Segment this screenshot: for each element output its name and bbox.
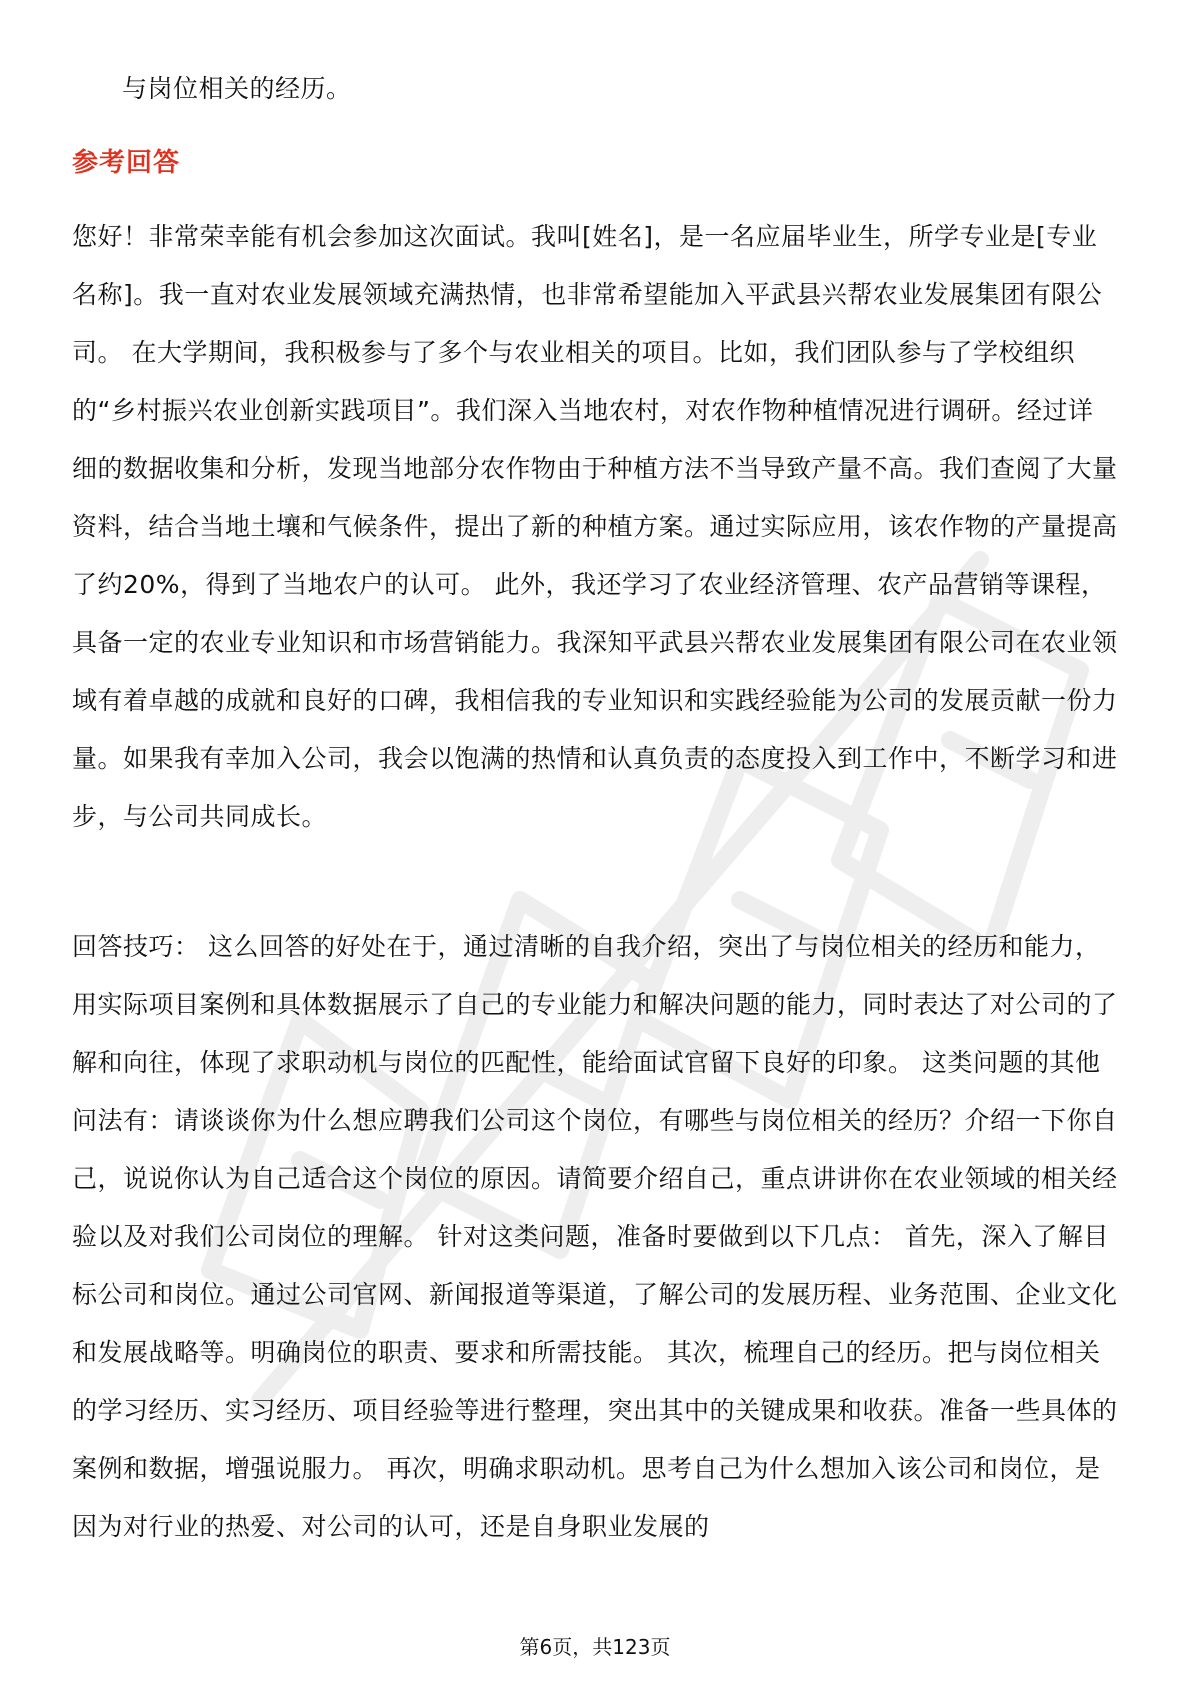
tips-paragraph: 回答技巧： 这么回答的好处在于，通过清晰的自我介绍，突出了与岗位相关的经历和能力，用实际项目案例和具体数据展示了自己的专业能力和解决问题的能力，同时表达了对公司的了解和向往，体现了求职动机与岗位的匹配性，能给面试官留下良好的印象。 这类问题的其他问法有：请谈谈你为什么想应聘我们公司这个岗位，有哪些与岗位相关的经历？介绍一下你自己，说说你认为自己适合这个岗位的原因。请简要介绍自己，重点讲讲你在农业领域的相关经验以及对我们公司岗位的理解。 针对这类问题，准备时要做到以下几点： 首先，深入了解目标公司和岗位。通过公司官网、新闻报道等渠道，了解公司的发展历程、业务范围、企业文化和发展战略等。明确岗位的职责、要求和所需技能。 其次，梳理自己的经历。把与岗位相关的学习经历、实习经历、项目经验等进行整理，突出其中的关键成果和收获。准备一些具体的案例和数据，增强说服力。 再次，明确求职动机。思考自己为什么想加入该公司和岗位，是因为对行业的热爱、对公司的认可，还是自身职业发展的 <box>72 932 1118 1541</box>
answer-paragraph: 您好！非常荣幸能有机会参加这次面试。我叫[姓名]，是一名应届毕业生，所学专业是[专业名称]。我一直对农业发展领域充满热情，也非常希望能加入平武县兴帮农业发展集团有限公司。 在大学期间，我积极参与了多个与农业相关的项目。比如，我们团队参与了学校组织的“乡村振兴农业创新实践项目”。我们深入当地农村，对农作物种植情况进行调研。经过详细的数据收集和分析，发现当地部分农作物由于种植方法不当导致产量不高。我们查阅了大量资料，结合当地土壤和气候条件，提出了新的种植方案。通过实际应用，该农作物的产量提高了约20%，得到了当地农户的认可。 此外，我还学习了农业经济管理、农产品营销等课程，具备一定的农业专业知识和市场营销能力。我深知平武县兴帮农业发展集团有限公司在农业领域有着卓越的成就和良好的口碑，我相信我的专业知识和实践经验能为公司的发展贡献一份力量。如果我有幸加入公司，我会以饱满的热情和认真负责的态度投入到工作中，不断学习和进步，与公司共同成长。 <box>72 222 1118 831</box>
section-heading-reference-answer: 参考回答 <box>72 148 181 178</box>
page-footer: 第6页，共123页 <box>519 1635 671 1659</box>
intro-line: 与岗位相关的经历。 <box>122 74 352 103</box>
